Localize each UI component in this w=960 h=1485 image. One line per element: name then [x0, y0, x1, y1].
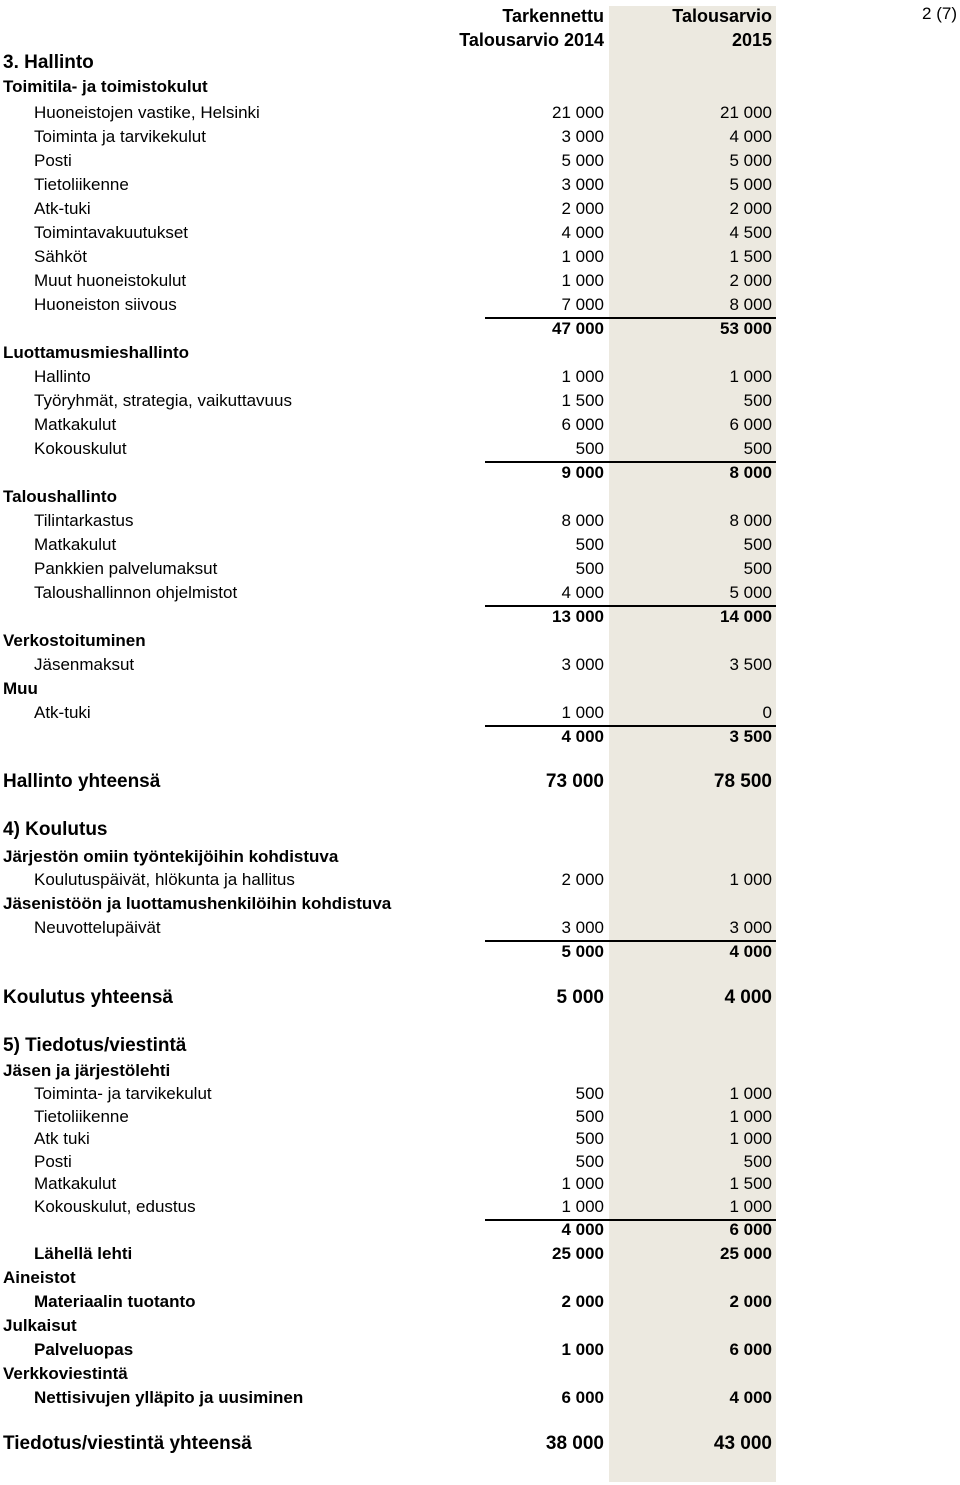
value-2015: 1 000	[729, 1084, 772, 1103]
row-label: Taloushallinto	[3, 487, 117, 506]
row-label: Toiminta- ja tarvikekulut	[34, 1084, 212, 1103]
row-label: Jäsenmaksut	[34, 655, 135, 674]
budget-row-bold	[0, 1386, 960, 1410]
column-header-2015-line2: 2015	[731, 30, 772, 50]
page-number: 2 (7)	[922, 4, 957, 23]
value-2015: 6 000	[729, 1340, 772, 1359]
value-2015: 1 500	[729, 1174, 772, 1193]
value-2014: 4 000	[561, 1220, 604, 1239]
value-2014: 500	[575, 535, 604, 554]
budget-row-item	[0, 1127, 960, 1151]
value-2014: 8 000	[561, 511, 604, 530]
value-2014: 500	[575, 439, 604, 458]
row-label: Matkakulut	[34, 535, 117, 554]
budget-row-item	[0, 653, 960, 677]
value-2015: 3 000	[729, 918, 772, 937]
value-2015: 500	[743, 391, 772, 410]
value-2014: 47 000	[552, 319, 604, 338]
value-2014: 13 000	[552, 607, 604, 626]
budget-row-sec	[0, 51, 960, 75]
budget-row-item	[0, 413, 960, 437]
budget-row-item	[0, 533, 960, 557]
value-2014: 4 000	[561, 583, 604, 602]
row-label: 3. Hallinto	[3, 52, 94, 73]
budget-row-item	[0, 101, 960, 125]
value-2014: 9 000	[561, 463, 604, 482]
budget-row-sub	[0, 725, 960, 749]
value-2015: 4 000	[729, 127, 772, 146]
value-2014: 3 000	[561, 175, 604, 194]
budget-row-grp	[0, 75, 960, 99]
budget-row-item	[0, 1105, 960, 1129]
value-2015: 3 500	[729, 655, 772, 674]
value-2015: 25 000	[720, 1244, 772, 1263]
row-label: Taloushallinnon ohjelmistot	[34, 583, 238, 602]
column-header-2015	[672, 4, 772, 52]
value-2015: 1 000	[729, 1107, 772, 1126]
row-label: Palveluopas	[34, 1340, 134, 1359]
budget-row-sub	[0, 940, 960, 964]
row-label: Tiedotus/viestintä yhteensä	[3, 1433, 252, 1454]
budget-row-sec	[0, 818, 960, 842]
budget-row-grp	[0, 1266, 960, 1290]
budget-row-item	[0, 509, 960, 533]
row-label: Julkaisut	[3, 1316, 77, 1335]
value-2015: 1 000	[729, 1197, 772, 1216]
value-2015: 4 000	[729, 942, 772, 961]
value-2015: 1 500	[729, 247, 772, 266]
row-label: Verkkoviestintä	[3, 1364, 128, 1383]
row-label: Työryhmät, strategia, vaikuttavuus	[34, 391, 292, 410]
budget-row-item	[0, 197, 960, 221]
budget-row-item	[0, 581, 960, 605]
row-label: Toimitila- ja toimistokulut	[3, 77, 208, 96]
value-2014: 500	[575, 1107, 604, 1126]
row-label: Pankkien palvelumaksut	[34, 559, 218, 578]
budget-row-item	[0, 1172, 960, 1196]
row-label: 5) Tiedotus/viestintä	[3, 1035, 187, 1056]
value-2015: 4 000	[724, 987, 772, 1008]
value-2015: 3 500	[729, 727, 772, 746]
row-label: Sähköt	[34, 247, 87, 266]
row-label: Huoneiston siivous	[34, 295, 177, 314]
budget-row-grp	[0, 677, 960, 701]
budget-row-item	[0, 221, 960, 245]
budget-row-item	[0, 149, 960, 173]
value-2014: 5 000	[561, 151, 604, 170]
value-2014: 1 000	[561, 367, 604, 386]
budget-row-item	[0, 1082, 960, 1106]
value-2015: 8 000	[729, 511, 772, 530]
budget-row-item	[0, 437, 960, 461]
value-2015: 78 500	[713, 771, 772, 792]
value-2014: 2 000	[561, 1292, 604, 1311]
budget-row-item	[0, 173, 960, 197]
budget-row-grp	[0, 629, 960, 653]
value-2014: 500	[575, 1152, 604, 1171]
value-2014: 5 000	[556, 987, 604, 1008]
budget-row-sec	[0, 1034, 960, 1058]
row-label: Neuvottelupäivät	[34, 918, 161, 937]
row-label: Matkakulut	[34, 415, 117, 434]
value-2014: 1 000	[561, 1197, 604, 1216]
budget-row-grp	[0, 845, 960, 869]
value-2015: 500	[743, 535, 772, 554]
row-label: Atk-tuki	[34, 703, 91, 722]
budget-row-item	[0, 125, 960, 149]
value-2014: 3 000	[561, 918, 604, 937]
row-label: 4) Koulutus	[3, 819, 108, 840]
row-label: Toimintavakuutukset	[34, 223, 189, 242]
row-label: Hallinto	[34, 367, 91, 386]
value-2015: 21 000	[720, 103, 772, 122]
value-2014: 38 000	[545, 1433, 604, 1454]
budget-row-sub	[0, 461, 960, 485]
value-2015: 6 000	[729, 415, 772, 434]
budget-row-item	[0, 868, 960, 892]
value-2015: 43 000	[713, 1433, 772, 1454]
value-2015: 2 000	[729, 199, 772, 218]
value-2014: 1 000	[561, 1340, 604, 1359]
row-label: Huoneistojen vastike, Helsinki	[34, 103, 260, 122]
row-label: Matkakulut	[34, 1174, 117, 1193]
value-2015: 2 000	[729, 271, 772, 290]
column-header-2014	[459, 4, 604, 52]
value-2014: 1 000	[561, 1174, 604, 1193]
budget-row-item	[0, 1150, 960, 1174]
budget-row-item	[0, 1195, 960, 1219]
value-2014: 1 500	[561, 391, 604, 410]
value-2014: 6 000	[561, 1388, 604, 1407]
budget-row-item	[0, 557, 960, 581]
budget-row-item	[0, 365, 960, 389]
value-2015: 2 000	[729, 1292, 772, 1311]
value-2014: 2 000	[561, 870, 604, 889]
value-2014: 21 000	[552, 103, 604, 122]
value-2015: 1 000	[729, 367, 772, 386]
budget-row-item	[0, 269, 960, 293]
budget-row-grp	[0, 485, 960, 509]
value-2015: 1 000	[729, 870, 772, 889]
value-2015: 4 000	[729, 1388, 772, 1407]
value-2015: 500	[743, 1152, 772, 1171]
value-2014: 500	[575, 559, 604, 578]
value-2015: 500	[743, 439, 772, 458]
row-label: Jäsenistöön ja luottamushenkilöihin kohdistuva	[3, 894, 392, 913]
value-2015: 6 000	[729, 1220, 772, 1239]
value-2015: 1 000	[729, 1129, 772, 1148]
value-2014: 3 000	[561, 655, 604, 674]
value-2014: 3 000	[561, 127, 604, 146]
value-2014: 7 000	[561, 295, 604, 314]
budget-row-grp	[0, 892, 960, 916]
budget-row-bold	[0, 1242, 960, 1266]
value-2015: 5 000	[729, 583, 772, 602]
row-label: Tietoliikenne	[34, 175, 129, 194]
row-label: Tietoliikenne	[34, 1107, 129, 1126]
value-2014: 500	[575, 1129, 604, 1148]
row-label: Koulutuspäivät, hlökunta ja hallitus	[34, 870, 295, 889]
value-2014: 1 000	[561, 271, 604, 290]
row-label: Järjestön omiin työntekijöihin kohdistuva	[3, 847, 339, 866]
row-label: Jäsen ja järjestölehti	[3, 1061, 171, 1080]
row-label: Aineistot	[3, 1268, 76, 1287]
row-label: Muut huoneistokulut	[34, 271, 187, 290]
value-2014: 2 000	[561, 199, 604, 218]
row-label: Kokouskulut	[34, 439, 127, 458]
budget-row-grp	[0, 341, 960, 365]
value-2015: 5 000	[729, 175, 772, 194]
value-2014: 6 000	[561, 415, 604, 434]
value-2014: 500	[575, 1084, 604, 1103]
value-2015: 0	[762, 703, 772, 722]
value-2015: 14 000	[720, 607, 772, 626]
budget-row-tot	[0, 770, 960, 794]
budget-row-item	[0, 293, 960, 317]
row-label: Materiaalin tuotanto	[34, 1292, 196, 1311]
value-2015: 5 000	[729, 151, 772, 170]
value-2015: 500	[743, 559, 772, 578]
row-label: Verkostoituminen	[3, 631, 146, 650]
budget-row-item	[0, 389, 960, 413]
budget-row-grp	[0, 1314, 960, 1338]
row-label: Lähellä lehti	[34, 1244, 133, 1263]
value-2014: 1 000	[561, 247, 604, 266]
budget-row-item	[0, 916, 960, 940]
value-2015: 4 500	[729, 223, 772, 242]
row-label: Atk tuki	[34, 1129, 90, 1148]
value-2014: 5 000	[561, 942, 604, 961]
row-label: Kokouskulut, edustus	[34, 1197, 196, 1216]
value-2015: 8 000	[729, 295, 772, 314]
row-label: Posti	[34, 1152, 72, 1171]
value-2014: 4 000	[561, 727, 604, 746]
budget-row-bold	[0, 1290, 960, 1314]
column-header-2015-line1: Talousarvio	[672, 6, 772, 26]
budget-row-tot	[0, 1432, 960, 1456]
budget-row-grp	[0, 1059, 960, 1083]
value-2015: 8 000	[729, 463, 772, 482]
budget-row-item	[0, 701, 960, 725]
budget-row-item	[0, 245, 960, 269]
value-2014: 4 000	[561, 223, 604, 242]
budget-row-sub	[0, 605, 960, 629]
column-header-2014-line1: Tarkennettu	[502, 6, 604, 26]
budget-row-sub	[0, 317, 960, 341]
budget-row-tot	[0, 986, 960, 1010]
row-label: Hallinto yhteensä	[3, 771, 161, 792]
column-header-2014-line2: Talousarvio 2014	[459, 30, 604, 50]
row-label: Nettisivujen ylläpito ja uusiminen	[34, 1388, 304, 1407]
row-label: Posti	[34, 151, 72, 170]
budget-row-sub	[0, 1218, 960, 1242]
value-2014: 73 000	[545, 771, 604, 792]
value-2014: 25 000	[552, 1244, 604, 1263]
row-label: Tilintarkastus	[34, 511, 134, 530]
row-label: Toiminta ja tarvikekulut	[34, 127, 206, 146]
budget-row-grp	[0, 1362, 960, 1386]
row-label: Koulutus yhteensä	[3, 987, 173, 1008]
value-2015: 53 000	[720, 319, 772, 338]
budget-row-bold	[0, 1338, 960, 1362]
row-label: Atk-tuki	[34, 199, 91, 218]
row-label: Luottamusmieshallinto	[3, 343, 190, 362]
row-label: Muu	[3, 679, 38, 698]
value-2014: 1 000	[561, 703, 604, 722]
